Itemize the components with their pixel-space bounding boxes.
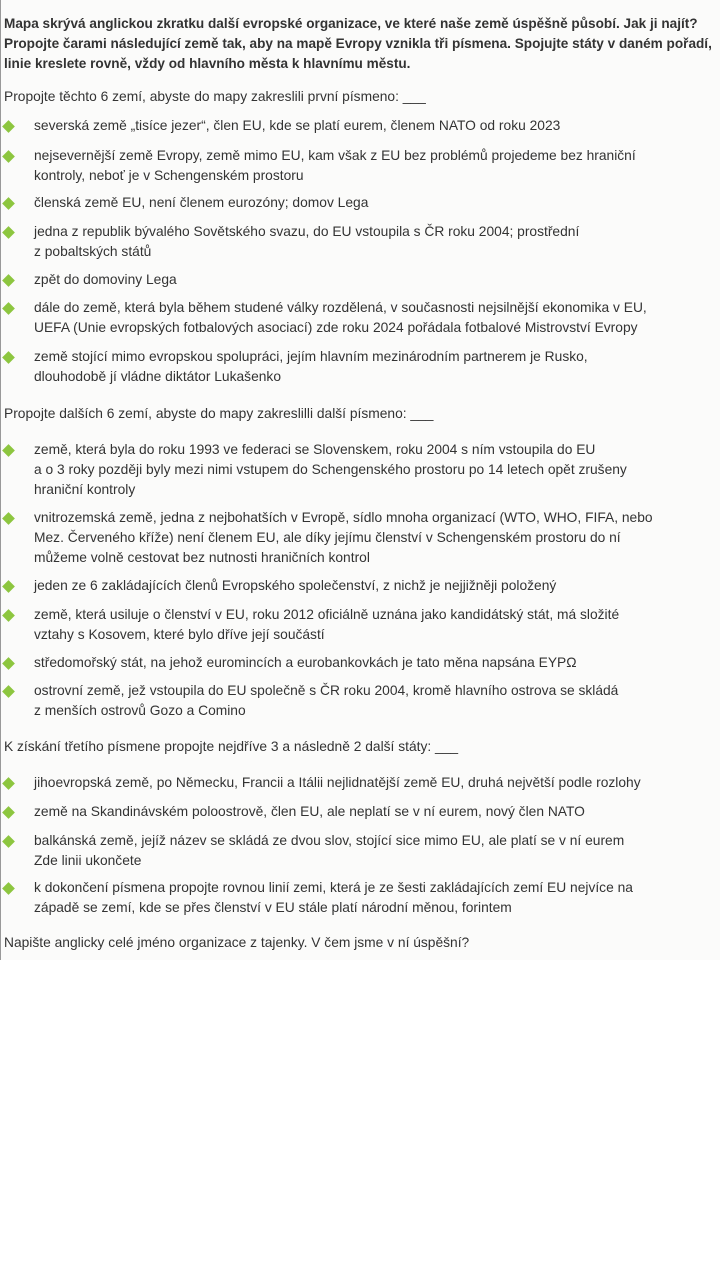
list-item-text: jihoevropská země, po Německu, Francii a Itálii nejlidnatější země EU, druhá největší podle rozlohy xyxy=(34,775,641,790)
green-diamond-bullet-icon xyxy=(2,302,15,315)
green-diamond-bullet-icon xyxy=(2,197,15,210)
green-diamond-bullet-icon xyxy=(2,444,15,457)
list-item-text: ostrovní země, jež vstoupila do EU společně s ČR roku 2004, kromě hlavního ostrova se skládá z menších ostrovů Gozo a Comino xyxy=(34,683,619,718)
green-diamond-bullet-icon xyxy=(2,150,15,163)
list-item-text: zpět do domoviny Lega xyxy=(34,272,177,287)
green-diamond-bullet-icon xyxy=(2,351,15,364)
list-item-text: jedna z republik bývalého Sovětského svazu, do EU vstoupila s ČR roku 2004; prostřední z pobaltských států xyxy=(34,224,580,259)
green-diamond-bullet-icon xyxy=(2,777,15,790)
section2-prompt: Propojte dalších 6 zemí, abyste do mapy zakreslilli další písmeno: ___ xyxy=(4,406,434,421)
green-diamond-bullet-icon xyxy=(2,882,15,895)
green-diamond-bullet-icon xyxy=(2,835,15,848)
list-item-text: k dokončení písmena propojte rovnou linií zemi, která je ze šesti zakládajících zemí EU nejvíce na západě se zemí, kde se přes členství v EU stále platí národní měnou, forintem xyxy=(34,880,633,915)
list-item-text: země, která byla do roku 1993 ve federaci se Slovenskem, roku 2004 s ním vstoupila do EU a o 3 roky později byly mezi nimi vstupem do Schengenského prostoru po 14 letech opět zrušeny hraniční kontroly xyxy=(34,442,627,497)
green-diamond-bullet-icon xyxy=(2,120,15,133)
list-item-text: země stojící mimo evropskou spolupráci, jejím hlavním mezinárodním partnerem je Rusko, dlouhodobě jí vládne diktátor Lukašenko xyxy=(34,349,588,384)
green-diamond-bullet-icon xyxy=(2,512,15,525)
green-diamond-bullet-icon xyxy=(2,685,15,698)
list-item-text: země, která usiluje o členství v EU, roku 2012 oficiálně uznána jako kandidátský stát, má složité vztahy s Kosovem, které bylo dříve její součástí xyxy=(34,607,620,642)
green-diamond-bullet-icon xyxy=(2,580,15,593)
list-item-text: země na Skandinávském poloostrově, člen EU, ale neplatí se v ní eurem, nový člen NATO xyxy=(34,804,585,819)
list-item-text: balkánská země, jejíž název se skládá ze dvou slov, stojící sice mimo EU, ale platí se v ní eurem Zde linii ukončete xyxy=(34,833,625,868)
list-item-text: členská země EU, není členem eurozóny; domov Lega xyxy=(34,195,369,210)
list-item-text: středomořský stát, na jehož euromincích a eurobankovkách je tato měna napsána ΕΥΡΩ xyxy=(34,655,577,670)
list-item-text: severská země „tisíce jezer“, člen EU, kde se platí eurem, členem NATO od roku 2023 xyxy=(34,118,561,133)
final-question: Napište anglicky celé jméno organizace z tajenky. V čem jsme v ní úspěšní? xyxy=(4,935,470,950)
green-diamond-bullet-icon xyxy=(2,274,15,287)
list-item-text: vnitrozemská země, jedna z nejbohatších v Evropě, sídlo mnoha organizací (WTO, WHO, FIFA, nebo Mez. Červeného kříže) není členem EU, ale díky jejímu členství v Schengenském prostoru do ní můžeme volně cestovat bez nutnosti hraničních kontrol xyxy=(34,510,653,565)
green-diamond-bullet-icon xyxy=(2,609,15,622)
section3-prompt: K získání třetího písmene propojte nejdříve 3 a následně 2 další státy: ___ xyxy=(4,739,459,754)
list-item-text: jeden ze 6 zakládajících členů Evropského společenství, z nichž je nejjižněji položený xyxy=(34,578,557,593)
green-diamond-bullet-icon xyxy=(2,806,15,819)
green-diamond-bullet-icon xyxy=(2,657,15,670)
section1-prompt: Propojte těchto 6 zemí, abyste do mapy zakreslili první písmeno: ___ xyxy=(4,89,426,104)
green-diamond-bullet-icon xyxy=(2,226,15,239)
list-item-text: dále do země, která byla během studené války rozdělená, v současnosti nejsilnější ekonomika v EU, UEFA (Unie evropských fotbalových asociací) zde roku 2024 pořádala fotbalové Mistrovství Evropy xyxy=(34,300,647,335)
intro-paragraph: Mapa skrývá anglickou zkratku další evropské organizace, ve které naše země úspěšně působí. Jak ji najít? Propojte čarami následující země tak, aby na mapě Evropy vznikla tři písmena. Spojujte státy v daném pořadí, linie kreslete rovně, vždy od hlavního města k hlavnímu městu. xyxy=(4,16,712,71)
list-item-text: nejsevernější země Evropy, země mimo EU, kam však z EU bez problémů projedeme bez hraniční kontroly, neboť je v Schengenském prostoru xyxy=(34,148,636,183)
